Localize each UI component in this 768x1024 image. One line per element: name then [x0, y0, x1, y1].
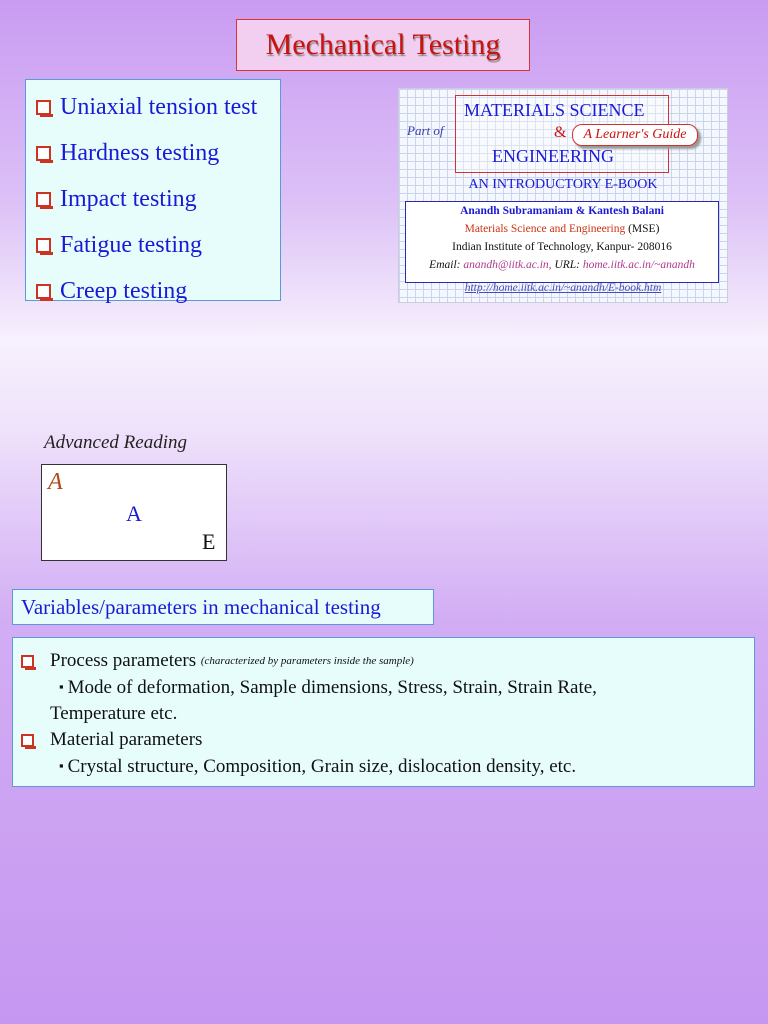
material-bullet-text: Crystal structure, Composition, Grain size, dislocation density, etc. — [67, 756, 577, 777]
material-parameters-label: Material parameters — [50, 729, 203, 750]
list-item — [36, 130, 280, 176]
learners-guide-badge: A Learner's Guide — [572, 124, 698, 146]
department: Materials Science and Engineering — [464, 223, 626, 235]
material-parameters-row — [21, 727, 754, 753]
checkbox-bullet-icon — [21, 734, 34, 747]
contact-line — [406, 256, 718, 274]
process-parameters-detail — [21, 674, 754, 701]
advanced-letter-e: E — [202, 529, 216, 554]
mse-title-line1: MATERIALS SCIENCE — [464, 100, 645, 120]
url-label: URL: — [554, 259, 580, 271]
process-parameters-note: (characterized by parameters inside the sample) — [200, 655, 414, 667]
square-bullet-icon: ▪ — [59, 758, 64, 773]
process-parameters-row — [21, 648, 754, 674]
test-label: Hardness testing — [60, 139, 220, 166]
test-label: Impact testing — [60, 185, 197, 212]
advanced-reading-heading: Advanced Reading — [44, 432, 187, 453]
checkbox-bullet-icon — [36, 238, 51, 253]
ebook-subtitle: AN INTRODUCTORY E-BOOK — [468, 177, 658, 192]
list-item — [36, 222, 280, 268]
material-parameters-detail — [21, 753, 754, 780]
process-parameters-label: Process parameters — [50, 650, 197, 671]
authors: Anandh Subramaniam & Kantesh Balani — [460, 205, 664, 217]
checkbox-bullet-icon — [36, 146, 51, 161]
parameters-box — [12, 637, 755, 787]
checkbox-bullet-icon — [21, 655, 34, 668]
title-box — [236, 19, 530, 71]
mse-title-line2: ENGINEERING — [492, 146, 614, 166]
process-bullet-text: Mode of deformation, Sample dimensions, Stress, Strain, Strain Rate, — [67, 677, 597, 698]
department-line — [406, 220, 718, 238]
test-label: Fatigue testing — [60, 231, 202, 258]
advanced-letter-a: A — [126, 501, 142, 526]
part-of-label: Part of — [407, 123, 444, 138]
list-item — [36, 176, 280, 222]
test-label: Uniaxial tension test — [60, 93, 258, 120]
list-item — [36, 84, 280, 130]
ampersand: & — [554, 124, 567, 141]
ebook-url-link[interactable]: http://home.iitk.ac.in/~anandh/E-book.htm — [464, 282, 662, 294]
process-bullet-continuation: Temperature etc. — [50, 703, 178, 724]
checkbox-bullet-icon — [36, 100, 51, 115]
advanced-letter-a-italic: A — [48, 469, 63, 495]
list-item — [36, 268, 280, 314]
page-title: Mechanical Testing — [265, 28, 501, 61]
department-abbr: (MSE) — [628, 223, 660, 235]
email-label: Email: — [429, 259, 461, 271]
test-label: Creep testing — [60, 277, 188, 304]
variables-heading: Variables/parameters in mechanical testing — [12, 589, 434, 625]
institute: Indian Institute of Technology, Kanpur- 208016 — [452, 241, 672, 253]
square-bullet-icon: ▪ — [59, 679, 64, 694]
homepage-link[interactable]: home.iitk.ac.in/~anandh — [582, 259, 695, 271]
checkbox-bullet-icon — [36, 192, 51, 207]
email-link[interactable]: anandh@iitk.ac.in, — [463, 259, 552, 271]
checkbox-bullet-icon — [36, 284, 51, 299]
author-box — [405, 201, 719, 283]
advanced-reading-box — [41, 464, 227, 561]
tests-list — [25, 79, 281, 304]
mse-title-box — [455, 95, 687, 173]
ebook-banner — [398, 88, 728, 303]
